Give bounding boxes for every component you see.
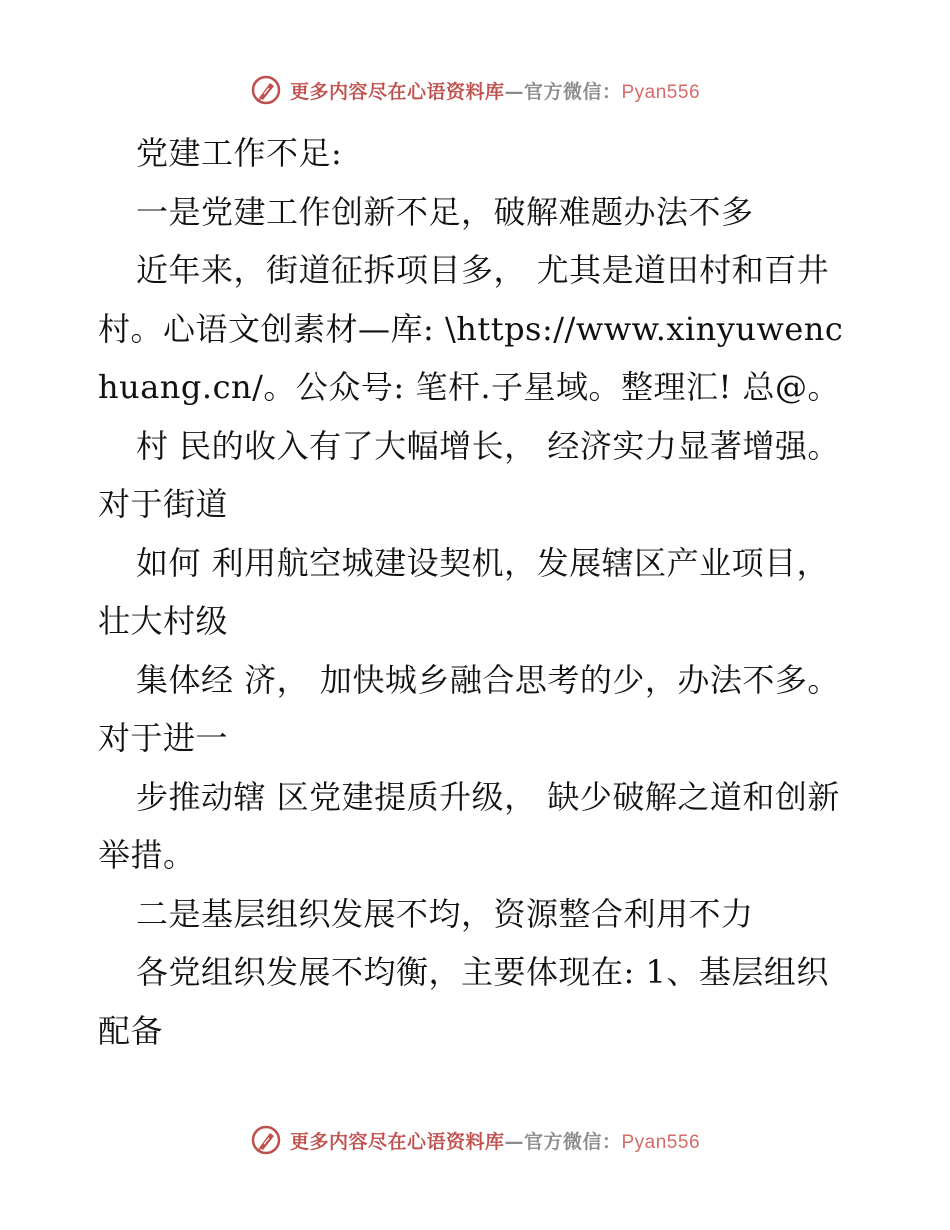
- banner-wechat-id: Pyan556: [621, 81, 701, 103]
- pen-logo-icon: [250, 1124, 282, 1156]
- paragraph: 一是党建工作创新不足，破解难题办法不多: [136, 192, 754, 231]
- banner-dash: —: [504, 1130, 524, 1153]
- paragraph: 二是基层组织发展不均，资源整合利用不力: [136, 894, 754, 933]
- paragraph: 村 民的收入有了大幅增长， 经济实力显著增强。对于街道: [98, 426, 840, 523]
- paragraph: 党建工作不足:: [136, 134, 343, 172]
- footer-banner: [0, 1120, 950, 1160]
- banner-text: [290, 77, 700, 104]
- paragraph: 集体经 济， 加快城乡融合思考的少，办法不多。对于进一: [98, 660, 840, 757]
- banner-text: [290, 1127, 700, 1154]
- paragraph: 各党组织发展不均衡，主要体现在: 1、基层组织配备: [98, 953, 829, 1050]
- banner-main-text: 更多内容尽在心语资料库: [289, 1130, 505, 1153]
- banner-wechat-label: 官方微信：: [523, 1130, 622, 1153]
- banner-dash: —: [504, 80, 524, 103]
- header-banner: [0, 70, 950, 110]
- pen-logo-icon: [250, 74, 282, 106]
- banner-wechat-id: Pyan556: [621, 1131, 701, 1153]
- document-body: [98, 124, 858, 1060]
- paragraph: 近年来，街道征拆项目多， 尤其是道田村和百井村。心语文创素材—库: \https://www.xinyuwenchuang.cn/。公众号: 笔杆.子星域。整理汇! 总@。: [98, 251, 844, 406]
- banner-main-text: 更多内容尽在心语资料库: [289, 80, 505, 103]
- paragraph: 步推动辖 区党建提质升级， 缺少破解之道和创新举措。: [98, 777, 840, 874]
- paragraph: 如何 利用航空城建设契机，发展辖区产业项目，壮大村级: [98, 543, 830, 640]
- banner-wechat-label: 官方微信：: [523, 80, 622, 103]
